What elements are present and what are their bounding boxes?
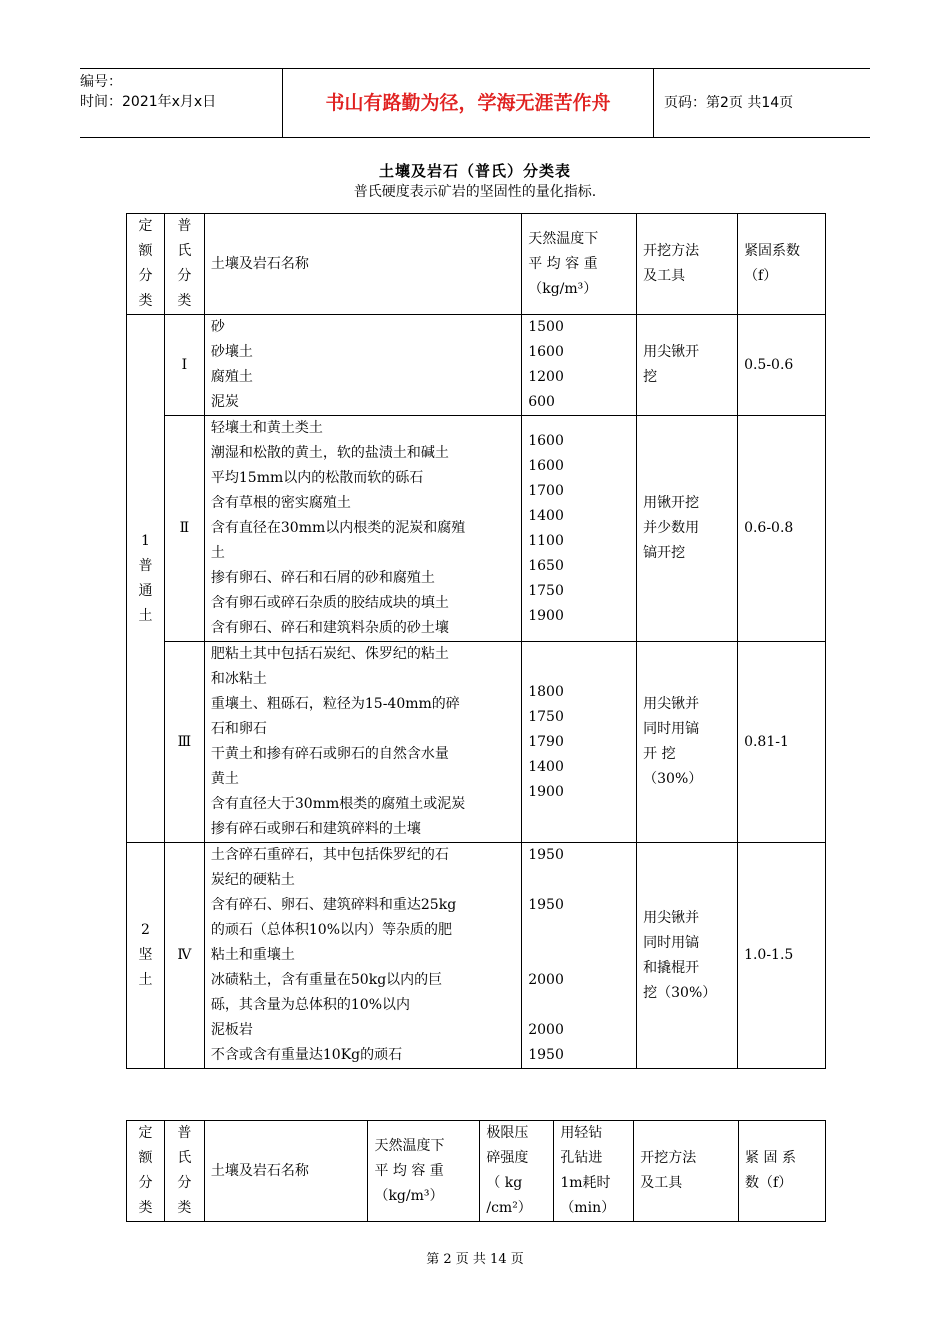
cell-line: 1950 [528,1047,564,1063]
grade-cell: Ⅲ [164,642,204,843]
table-row [127,642,826,843]
cell-line: 潮湿和松散的黄土，软的盐渍土和碱土 [210,445,449,461]
document-title: 土壤及岩石（普氏）分类表 [378,162,571,180]
cell-line: 1400 [528,758,564,775]
cell-line: 平均15mm以内的松散而软的砾石 [210,470,424,486]
table-header-row [127,214,826,315]
cell-line: 定 [138,1125,153,1141]
table-row [127,416,826,642]
cell-line: 类 [138,293,153,309]
cell-line: 1900 [528,607,564,624]
method-cell [637,843,738,1069]
cell-line: 和冰粘土 [210,671,267,687]
method-cell [637,642,738,843]
cell-line: （ kg [486,1175,523,1191]
cell-line: 开 挖 [643,746,676,762]
cell-line: 氏 [177,243,192,259]
table-header-row [127,1121,826,1222]
cell-line: 分 [177,268,192,284]
cell-line: 土 [138,972,153,988]
document-subtitle: 普氏硬度表示矿岩的坚固性的量化指标. [353,184,597,200]
cell-line: 砂壤土 [210,344,253,360]
cell-line: 1950 [528,847,564,863]
cell-line: 2 [141,922,150,938]
cell-line: 2000 [528,972,564,988]
page-footer: 第 2 页 共 14 页 [426,1252,524,1267]
cell-line: /cm²） [486,1200,532,1216]
cell-line: 用尖锹并 [643,909,700,926]
names-cell [204,642,521,843]
cell-line: 类 [138,1200,153,1216]
soil-rock-table-continued [126,1120,826,1222]
cell-line: 平 均 容 重 [528,255,598,272]
col-header-name: 土壤及岩石名称 [204,1121,368,1222]
cell-line: 挖（30%） [643,984,717,1001]
table-row [127,315,826,416]
cell-line: 1500 [528,319,564,335]
weights-cell [522,416,637,642]
coef-cell: 0.5-0.6 [738,315,826,416]
cell-line: 1600 [528,457,564,474]
cell-line: 掺有碎石或卵石和建筑碎料的土壤 [210,821,421,837]
cell-line: 极限压 [486,1125,529,1141]
cell-line: 挖 [643,369,658,385]
cell-line: 不含或含有重量达10Kg的顽石 [210,1047,403,1063]
cell-line: 土 [138,607,153,624]
cell-line [528,993,630,1018]
method-cell [637,416,738,642]
cell-line: 1700 [528,482,564,499]
cell-line: 天然温度下 [528,230,599,247]
cell-line: 天然温度下 [374,1137,445,1154]
cell-line: 腐殖土 [210,369,253,385]
cell-line [528,918,630,943]
col-header-drill-time [554,1121,634,1222]
col-header-weight [522,214,637,315]
cell-line: （30%） [643,771,703,787]
cell-line: 含有碎石、卵石、建筑碎料和重达25kg [210,897,457,913]
cell-line: 额 [138,243,153,259]
cell-line: 数（f） [745,1175,793,1191]
cell-line: 土 [210,545,225,561]
cell-line: 定 [138,218,153,234]
names-cell [204,843,521,1069]
cell-line: 600 [528,394,555,410]
cell-line: 肥粘土其中包括石炭纪、侏罗纪的粘土 [210,646,449,662]
time-label: 时间：2021年x月x日 [80,94,217,110]
grade-cell: Ⅱ [164,416,204,642]
cell-line: 通 [138,582,153,599]
col-header-strength [480,1121,554,1222]
col-header-name: 土壤及岩石名称 [204,214,521,315]
col-header-grade [164,214,204,315]
table-row [127,843,826,1069]
col-header-grade [164,1121,204,1222]
cell-line: 含有卵石、碎石和建筑料杂质的砂土壤 [210,620,449,636]
cell-line: 含有卵石或碎石杂质的胶结成块的填土 [210,595,449,611]
cell-line: 粘土和重壤土 [210,947,295,963]
cell-line: 干黄土和掺有碎石或卵石的自然含水量 [210,746,449,762]
header-meta [80,69,282,137]
cell-line: 2000 [528,1022,564,1038]
cell-line: 泥板岩 [210,1022,253,1038]
cell-line: 1800 [528,683,564,700]
cell-line: 砾，其含量为总体积的10%以内 [210,997,411,1013]
cell-line: 镐开挖 [643,545,686,561]
cell-line: 氏 [177,1150,192,1166]
cell-line: 并少数用 [643,520,700,536]
cell-line: 类 [177,1200,192,1216]
cell-line: 1650 [528,557,564,574]
cell-line: 泥炭 [210,394,239,410]
weights-cell [522,642,637,843]
cell-line [528,943,630,968]
cell-line: 平 均 容 重 [374,1162,444,1179]
coef-cell: 0.81-1 [738,642,826,843]
col-header-method [637,214,738,315]
cell-line: 类 [177,293,192,309]
group-cell [127,843,165,1069]
cell-line: 1900 [528,783,564,800]
cell-line: 碎强度 [486,1150,529,1166]
cell-line: 含有直径在30mm以内根类的泥炭和腐殖 [210,520,466,536]
cell-line: 紧固系数 [744,243,801,259]
cell-line: 紧 固 系 [745,1150,796,1166]
cell-line: 重壤土、粗砾石，粒径为15-40mm的碎 [210,696,460,712]
grade-cell: Ⅳ [164,843,204,1069]
names-cell [204,315,521,416]
cell-line: 1400 [528,507,564,524]
cell-line: 石和卵石 [210,721,267,737]
cell-line: 普 [138,557,153,574]
cell-line: 用尖锹开 [643,344,700,360]
cell-line [528,868,630,893]
cell-line: 1600 [528,344,564,360]
cell-line: 1750 [528,708,564,725]
cell-line: 1 [141,532,150,549]
cell-line: 普 [177,1125,192,1141]
col-header-coef [738,214,826,315]
weights-cell [522,843,637,1069]
cell-line: 及工具 [643,268,686,284]
cell-line: 黄土 [210,771,239,787]
cell-line: 及工具 [640,1175,683,1191]
soil-rock-table [126,213,826,1069]
group-cell [127,315,165,843]
cell-line: 和撬棍开 [643,959,700,976]
col-header-quota [127,1121,165,1222]
cell-line: 孔钻进 [560,1150,603,1166]
cell-line: 坚 [138,947,153,963]
grade-cell: Ⅰ [164,315,204,416]
header-page-label: 页码：第2页 共14页 [664,95,794,111]
cell-line: 1200 [528,369,564,385]
cell-line: （kg/m³） [374,1187,444,1204]
header-motto: 书山有路勤为径，学海无涯苦作舟 [282,69,654,137]
number-label: 编号： [80,74,122,90]
cell-line: 1100 [528,532,564,549]
cell-line: 用锹开挖 [643,495,700,511]
cell-line: 冰碛粘土，含有重量在50kg以内的巨 [210,972,443,988]
cell-line: 1750 [528,582,564,599]
page-header [80,68,870,138]
cell-line: （kg/m³） [528,280,598,297]
cell-line: 同时用镐 [643,934,700,951]
cell-line: 含有直径大于30mm根类的腐殖土或泥炭 [210,796,466,812]
cell-line: 分 [177,1175,192,1191]
col-header-quota [127,214,165,315]
cell-line: 1790 [528,733,564,750]
cell-line: 1600 [528,432,564,449]
cell-line: 的顽石（总体积10%以内）等杂质的肥 [210,922,453,938]
cell-line: （f） [744,268,778,284]
col-header-coef [739,1121,826,1222]
coef-cell: 0.6-0.8 [738,416,826,642]
cell-line: 砂 [210,319,225,335]
col-header-method [634,1121,739,1222]
cell-line: 开挖方法 [643,243,700,259]
cell-line: 含有草根的密实腐殖土 [210,495,351,511]
cell-line: 同时用镐 [643,721,700,737]
cell-line: 炭纪的硬粘土 [210,872,295,888]
cell-line: 分 [138,268,153,284]
col-header-weight [368,1121,480,1222]
cell-line: 1950 [528,897,564,913]
cell-line: 额 [138,1150,153,1166]
names-cell [204,416,521,642]
method-cell [637,315,738,416]
cell-line: 1m耗时 [560,1175,611,1191]
cell-line: 轻壤土和黄土类土 [210,420,323,436]
weights-cell [522,315,637,416]
cell-line: （min） [560,1200,616,1216]
coef-cell: 1.0-1.5 [738,843,826,1069]
cell-line: 土含碎石重碎石，其中包括侏罗纪的石 [210,847,449,863]
cell-line: 开挖方法 [640,1150,697,1166]
cell-line: 用尖锹并 [643,696,700,712]
cell-line: 分 [138,1175,153,1191]
cell-line: 掺有卵石、碎石和石屑的砂和腐殖土 [210,570,435,586]
cell-line: 普 [177,218,192,234]
cell-line: 用轻钻 [560,1125,603,1141]
